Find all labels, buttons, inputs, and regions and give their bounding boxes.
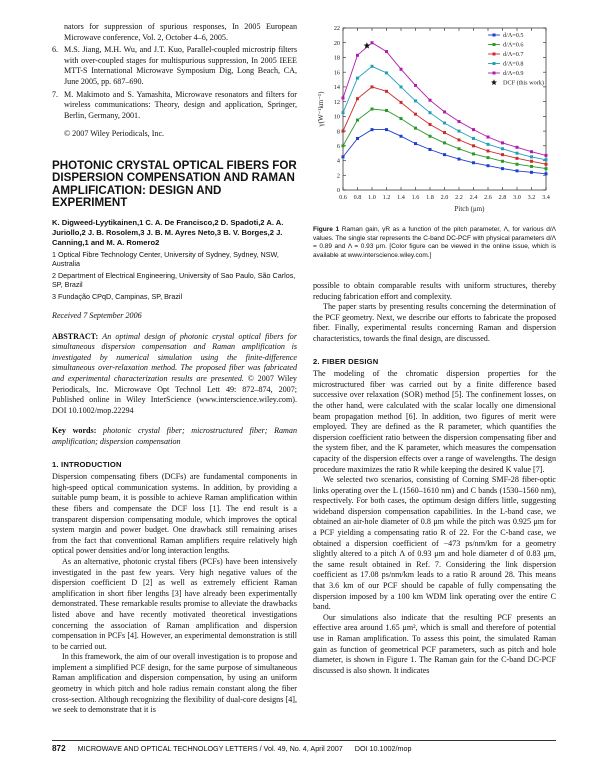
y-tick-label: 14	[333, 84, 340, 92]
data-point	[530, 150, 533, 153]
abstract	[52, 332, 297, 417]
page-footer	[52, 743, 556, 755]
data-point	[443, 121, 446, 124]
data-point	[356, 119, 359, 122]
data-point	[371, 85, 374, 88]
x-tick-label: 1.2	[382, 194, 391, 201]
data-point	[487, 164, 490, 167]
intro-paragraph-3: In this framework, the aim of our overall investigation is to propose and implement a simplified PCF design, for the same purpose of simultaneous Raman amplification and dispersion compensation, by using an uniform geometry in which pitch and hole radius remain constant along the fiber cross-section. Although recognizing the flexibility of dual-core designs [4], we seek to demonstrate that it is	[52, 652, 297, 715]
data-point	[501, 153, 504, 156]
data-point	[501, 141, 504, 144]
data-point	[487, 149, 490, 152]
data-point	[385, 128, 388, 131]
legend-marker	[493, 62, 496, 65]
x-tick-label: 2.2	[455, 194, 463, 201]
reference-number: 6.	[52, 45, 59, 55]
data-point	[400, 101, 403, 104]
y-tick-label: 0	[336, 187, 340, 195]
reference-6	[52, 45, 297, 87]
doi: DOI 10.1002/mop	[354, 744, 412, 753]
data-point	[429, 99, 432, 102]
x-tick-label: 3.0	[513, 194, 521, 201]
data-point	[371, 41, 374, 44]
section-heading-introduction: 1. INTRODUCTION	[52, 459, 122, 469]
article-title: PHOTONIC CRYSTAL OPTICAL FIBERS FOR DISPERSION COMPENSATION AND RAMAN AMPLIFICATION: DESIGN AND EXPERIMENT	[52, 158, 297, 210]
legend-marker	[493, 34, 496, 37]
x-tick-label: 0.6	[339, 194, 347, 201]
data-point	[545, 172, 548, 175]
y-tick-label: 6	[336, 143, 340, 151]
data-point	[400, 135, 403, 138]
data-point	[472, 137, 475, 140]
x-axis-label: Pitch (μm)	[454, 205, 485, 213]
data-point	[487, 143, 490, 146]
x-tick-label: 1.0	[368, 194, 376, 201]
copyright-notice: © 2007 Wiley Periodicals, Inc.	[64, 129, 165, 139]
x-tick-label: 2.4	[469, 194, 478, 201]
data-point	[501, 147, 504, 150]
figure-caption	[313, 226, 556, 260]
data-point	[501, 160, 504, 163]
right-column-text	[313, 281, 556, 676]
x-tick-label: 0.8	[353, 194, 362, 201]
y-tick-label: 20	[333, 39, 340, 47]
y-tick-label: 22	[333, 25, 340, 33]
raman-gain-chart	[313, 20, 556, 220]
reference-text: M.S. Jiang, M.H. Wu, and J.T. Kuo, Parallel-coupled microstrip filters with over-coupled stages for multispurious suppression, In 2005 IEEE MTT-S International Microwave Symposium Dig, Long Beach, CA, June 2005, pp. 687–690.	[64, 45, 297, 86]
x-tick-label: 2.8	[498, 194, 507, 201]
data-point	[443, 110, 446, 113]
data-point	[501, 167, 504, 170]
y-tick-label: 2	[336, 172, 340, 180]
keywords	[52, 426, 297, 447]
data-point	[342, 155, 345, 158]
y-tick-label: 8	[336, 128, 340, 136]
data-point	[429, 111, 432, 114]
data-point	[443, 141, 446, 144]
keywords-label: Key words:	[52, 426, 97, 436]
x-tick-label: 1.8	[426, 194, 434, 201]
legend-label: d/Λ=0.8	[503, 60, 524, 68]
data-point	[545, 158, 548, 161]
data-point	[356, 137, 359, 140]
caption-text: Raman gain, γR as a function of the pitch parameter, Λ, for various d/Λ values. The single star represents the C-band DC-PCF with physical parameters d/Λ = 0.89 and Λ = 0.93 μm. [Color figure can be viewed in the online issue, which is available at www.interscience.wiley.com.]	[313, 226, 556, 259]
data-point	[371, 128, 374, 131]
data-point	[356, 77, 359, 80]
intro-paragraph-2: As an alternative, photonic crystal fibers (PCFs) have been intensively investigated in the past few years. Very high negative values of the dispersion coefficient D [2] as well as extremely efficient Raman amplification in short fiber lengths [3] have already been experimentally demonstrated. These remarkable results promise to alleviate the drawbacks listed above and have recently motivated theoretical investigations concerning the association of Raman amplification and dispersion compensation in PCFs [4]. However, an experimental demonstration is still to be carried out.	[52, 556, 297, 651]
abstract-text: An optimal design of photonic crystal optical fibers for simultaneous dispersion compensation and Raman amplification is investigated by numerical simulation using the finite-difference simultaneous over-relaxation method. The proposed fiber was fabricated and experimental characterization results are presented.	[52, 331, 297, 384]
caption-label: Figure 1	[313, 226, 340, 233]
data-point	[400, 85, 403, 88]
legend-label: d/Λ=0.5	[503, 32, 524, 40]
data-point	[385, 90, 388, 93]
data-point	[371, 65, 374, 68]
data-point	[487, 156, 490, 159]
legend-marker	[493, 72, 496, 75]
legend-marker	[493, 53, 496, 56]
data-point	[472, 161, 475, 164]
x-tick-label: 3.2	[527, 194, 536, 201]
abstract-citation: © 2007 Wiley Periodicals, Inc. Microwave Opt Technol Lett 49: 872–874, 2007; Published online in Wiley InterScience (www.interscience.wiley.com). DOI 10.1002/mop.22294	[52, 374, 297, 415]
affiliation-2: 2 Department of Electrical Engineering, University of Sao Paulo, São Carlos, SP, Brazil	[52, 270, 296, 290]
data-point	[356, 97, 359, 100]
data-point	[530, 171, 533, 174]
data-point	[530, 155, 533, 158]
legend-marker	[493, 43, 496, 46]
legend-label: d/Λ=0.6	[503, 41, 524, 49]
data-point	[530, 165, 533, 168]
data-point	[516, 146, 519, 149]
data-point	[414, 99, 417, 102]
data-point	[385, 109, 388, 112]
y-tick-label: 18	[333, 54, 340, 62]
data-point	[545, 163, 548, 166]
x-tick-label: 2.6	[484, 194, 492, 201]
fiber-design-paragraph-3: Our simulations also indicate that the resulting PCF presents an effective area around 1.65 μm², which is small and therefore of potential use in Raman amplification. To assess this point, the simulated Raman gain as function of geometrical PCF parameters, such as pitch and hole diameter, is shown in Figure 1. The Raman gain for the C-band DC-PCF discussed is also shown. It indicates	[313, 612, 556, 675]
x-tick-label: 1.4	[397, 194, 405, 201]
y-axis-label: γ(W⁻¹km⁻¹)	[317, 91, 325, 127]
keywords-text: photonic crystal fiber; microstructured fiber; Raman amplification; dispersion compensation	[52, 426, 297, 446]
data-point	[516, 163, 519, 166]
left-column	[52, 22, 297, 716]
data-point	[458, 120, 461, 123]
data-point	[414, 127, 417, 130]
data-point	[443, 153, 446, 156]
data-point	[458, 158, 461, 161]
data-point	[458, 138, 461, 141]
data-point	[472, 152, 475, 155]
x-tick-label: 3.4	[542, 194, 550, 201]
fiber-design-paragraph-1: The modeling of the chromatic dispersion properties for the microstructured fiber was carried out by a finite difference based successive over relaxation (SOR) method [5]. The confinement losses, on the other hand, were calculated with the scalar locally one dimensional beam propagation method [6]. In addition, two figures of merit were employed. They are defined as the R parameter, which quantifies the dispersion coefficient ratio between the dispersion compensating fiber and the system fiber, and the K parameter, which measures the compensation capacity of the dispersion effects over a range of wavelengths. The design procedure maximizes the ratio R while keeping the desired K value [7].	[313, 369, 556, 474]
affiliation-1: 1 Optical Fibre Technology Center, University of Sydney, Sydney, NSW, Australia	[52, 249, 279, 269]
data-point	[342, 111, 345, 114]
data-point	[414, 113, 417, 116]
data-point	[429, 123, 432, 126]
intro-paragraph-1: Dispersion compensating fibers (DCFs) are fundamental components in high-speed optical communication systems. In addition, by providing a suitable pump beam, it is possible to achieve Raman amplification within these fibers and compensate the DCF loss [1]. The end result is a transparent dispersion compensating module, which improves the optical system margin and power budget. One drawback still remaining arises from the fact that conventional Raman amplifiers require relatively high optical power densities and/or long interaction lengths.	[52, 472, 297, 556]
right-paragraph-2: The paper starts by presenting results concerning the determination of the PCF geometry. Next, we describe our efforts to fabricate the proposed fiber. Finally, experimental results concerning Raman and dispersion characteristics, towards the final design, are discussed.	[313, 302, 556, 343]
footer-rule	[52, 740, 556, 741]
data-point	[545, 167, 548, 170]
data-point	[371, 108, 374, 111]
right-paragraph-1: possible to obtain comparable results with uniform structures, thereby reducing fabrication effort and complexity.	[313, 281, 556, 301]
data-point	[516, 152, 519, 155]
legend-star-icon	[491, 79, 497, 85]
reference-number: 7.	[52, 89, 59, 99]
page-number: 872	[52, 744, 66, 753]
y-tick-label: 4	[336, 157, 340, 165]
data-point	[400, 117, 403, 120]
data-point	[429, 135, 432, 138]
legend-label: DCF (this work)	[503, 79, 544, 87]
data-point	[458, 147, 461, 150]
data-point	[530, 160, 533, 163]
fiber-design-paragraph-2: We selected two scenarios, consisting of Corning SMF-28 fiber-optic links operating over the L (1560–1610 nm) and C bands (1530–1560 nm), respectively. For both cases, the optimum design differs little, suggesting wideband dispersion compensation capabilities. In the L-band case, we obtained an air-hole diameter of 0.8 μm while the pitch was 0.925 μm for a PCF yielding a compensating ratio R of 22. For the C-band case, we obtained a dispersion coefficient of −473 ps/nm/km for a geometry slightly altered to a pitch Λ of 0.93 μm and hole diameter d of 0.83 μm, the same result obtained in Ref. 7. Considering the link dispersion coefficient as 17.08 ps/nm/km leads to a ratio R around 28. This means that 3.6 km of our PCF should be capable of fully compensating the dispersion imposed by a 100 km WDM link operating over the entire C band.	[313, 475, 556, 612]
data-point	[472, 128, 475, 131]
y-tick-label: 12	[333, 98, 340, 106]
reference-7	[52, 90, 297, 122]
data-point	[356, 54, 359, 57]
data-point	[385, 50, 388, 53]
abstract-label: ABSTRACT:	[52, 331, 99, 341]
y-tick-label: 10	[333, 113, 340, 121]
author-list: K. Digweed-Lyytikainen,1 C. A. De Francisco,2 D. Spadoti,2 A. A. Juriollo,2 J. B. Rosolem,3 J. B. M. Ayres Neto,3 B. V. Borges,2 J. Canning,1 and M. A. Romero2	[52, 217, 284, 247]
legend-label: d/Λ=0.7	[503, 51, 524, 59]
data-point	[414, 142, 417, 145]
x-tick-label: 2.0	[440, 194, 449, 201]
journal-citation: MICROWAVE AND OPTICAL TECHNOLOGY LETTERS / Vol. 49, No. 4, April 2007	[77, 744, 343, 753]
reference-text: M. Makimoto and S. Yamashita, Microwave resonators and filters for wireless communications: Theory, design and application, Springer, Berlin, Germany, 2001.	[64, 89, 297, 120]
received-date: Received 7 September 2006	[52, 311, 142, 321]
data-point	[472, 144, 475, 147]
data-point	[429, 148, 432, 151]
data-point	[385, 71, 388, 74]
legend-label: d/Λ=0.9	[503, 70, 524, 78]
series-line	[343, 43, 546, 156]
data-point	[400, 68, 403, 71]
data-point	[458, 130, 461, 133]
reference-5-continued: nators for suppression of spurious responses, In 2005 European Microwave conference, Vol. 2, October 4–6, 2005.	[64, 22, 297, 42]
data-point	[342, 96, 345, 99]
x-tick-label: 1.6	[411, 194, 420, 201]
data-point	[487, 135, 490, 138]
data-point	[545, 154, 548, 157]
data-point	[516, 157, 519, 160]
affiliation-3: 3 Fundação CPqD, Campinas, SP, Brazil	[52, 291, 183, 301]
data-point	[516, 169, 519, 172]
section-heading-fiber-design: 2. FIBER DESIGN	[313, 356, 379, 366]
data-point	[342, 130, 345, 133]
data-point	[342, 144, 345, 147]
y-tick-label: 16	[333, 69, 340, 77]
data-point	[414, 84, 417, 87]
data-point	[443, 131, 446, 134]
